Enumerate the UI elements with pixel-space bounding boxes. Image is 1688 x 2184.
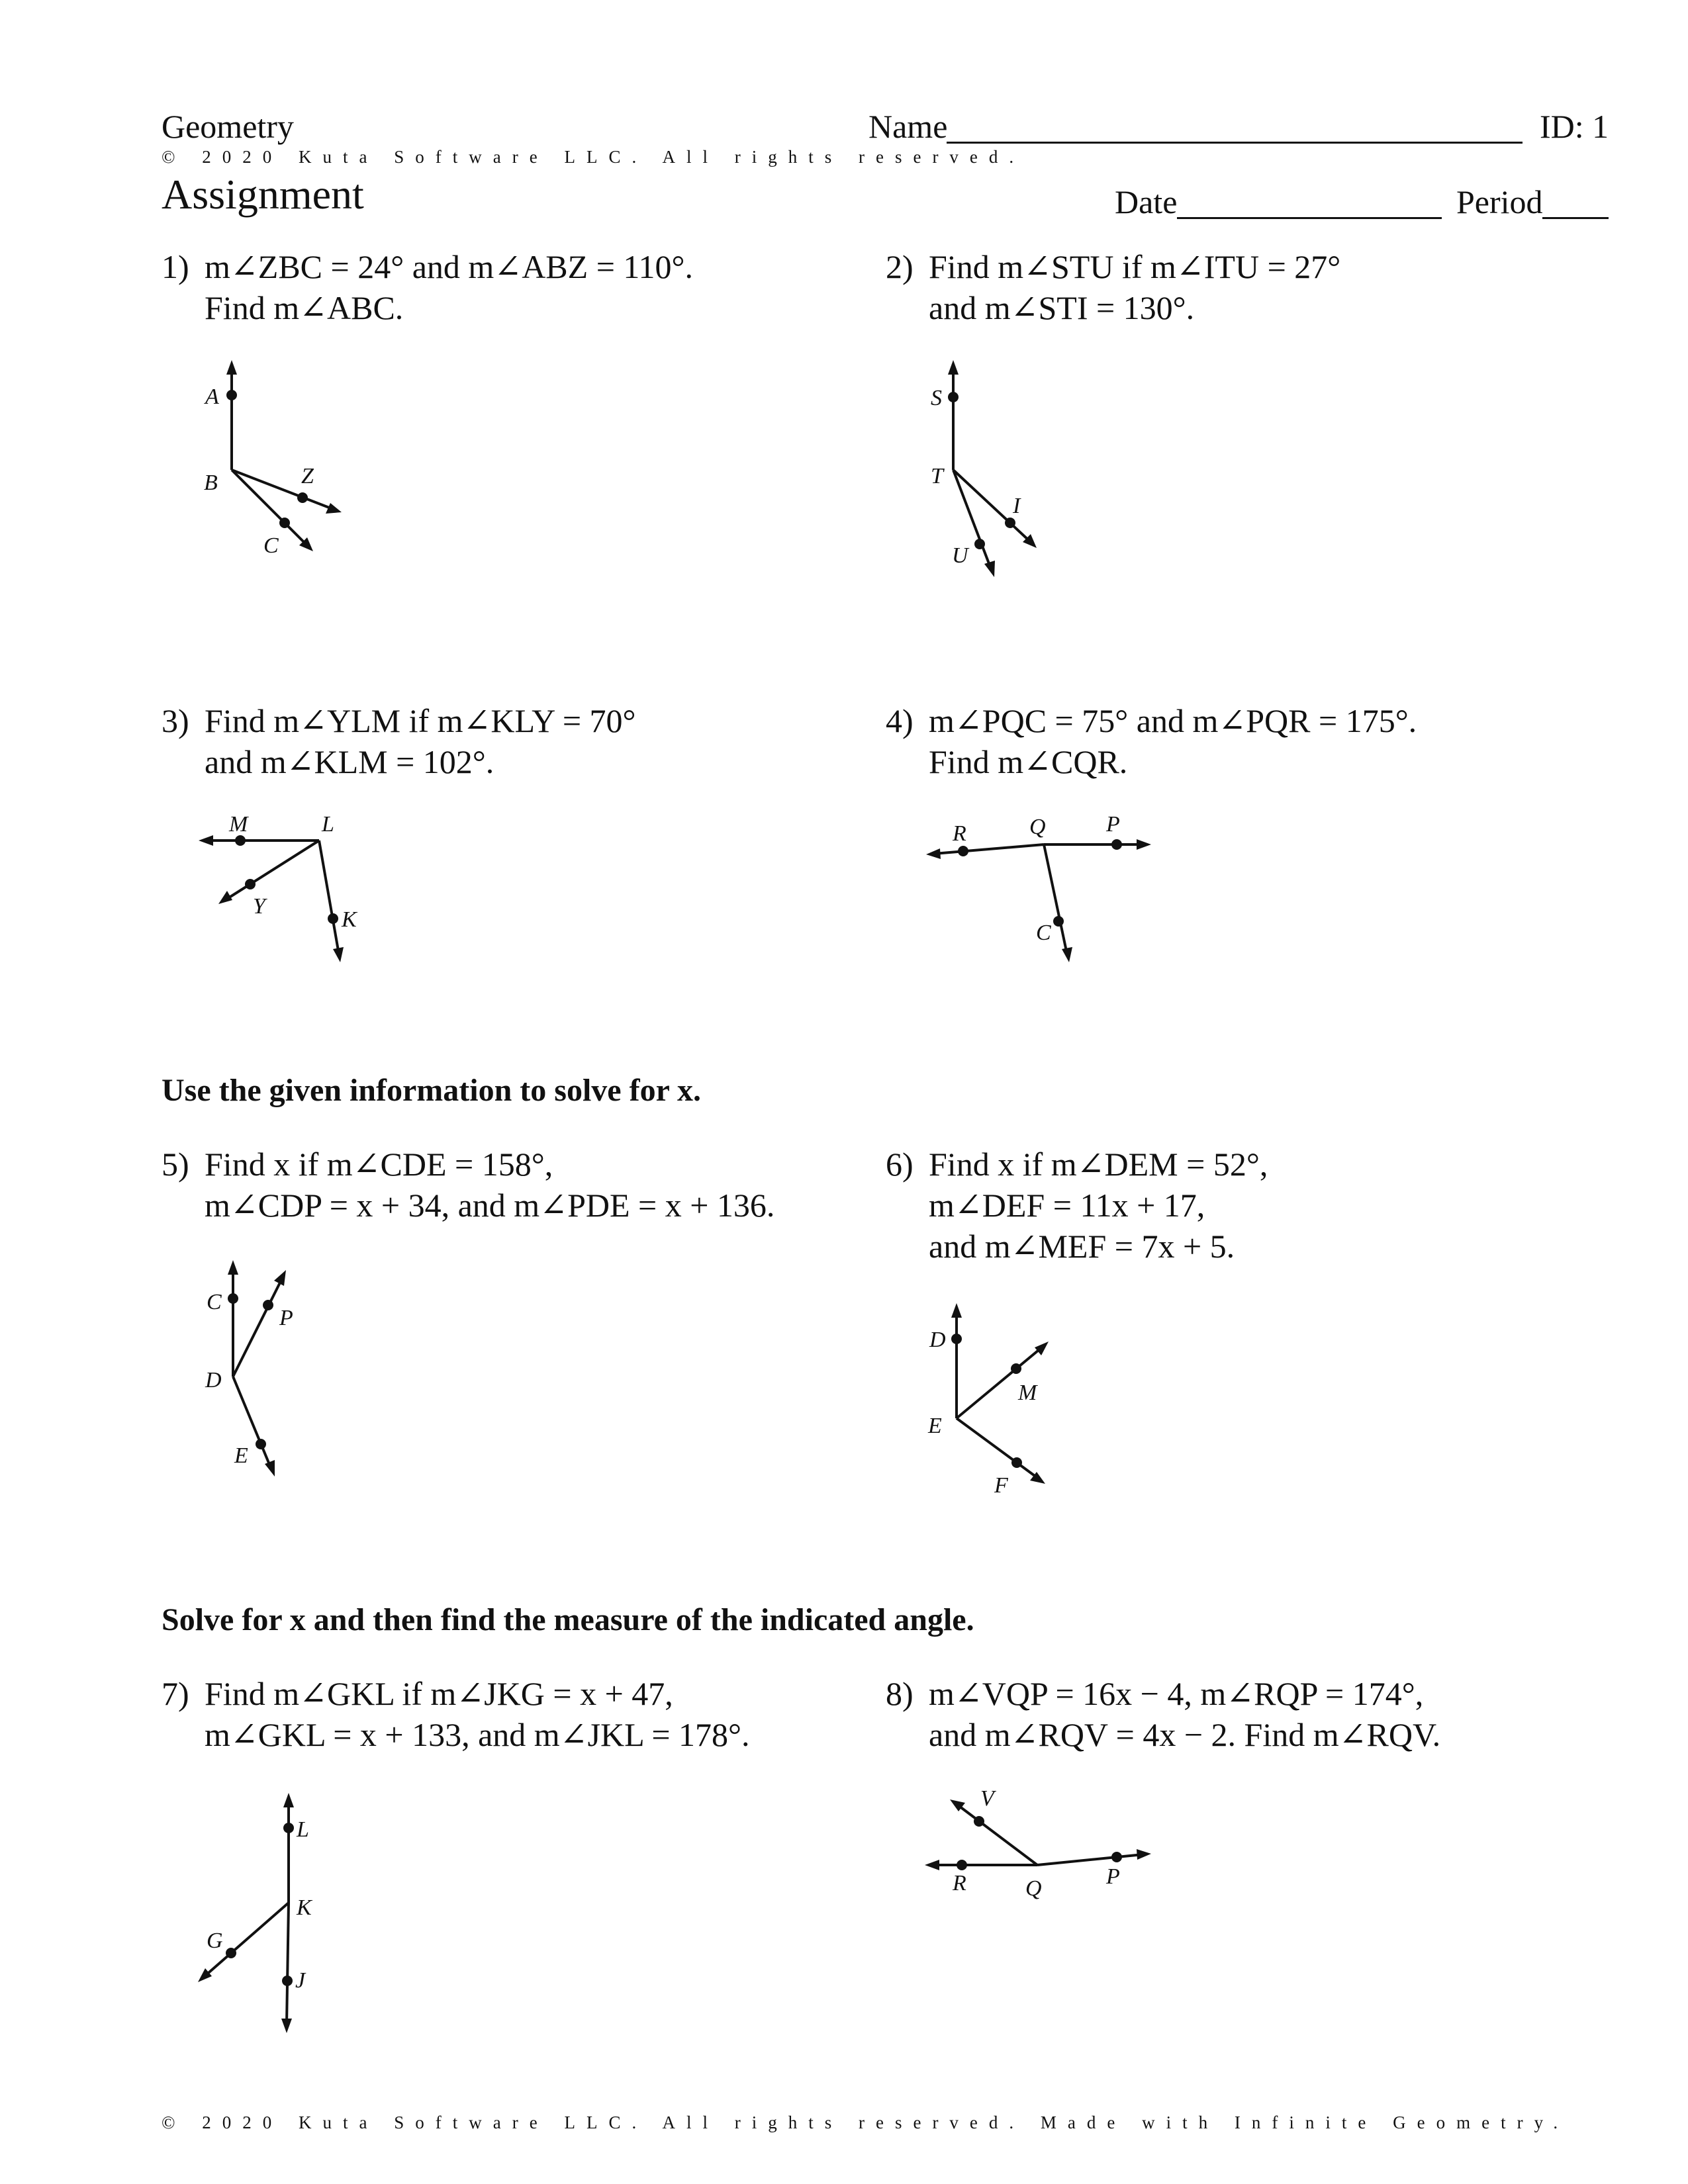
point-label: A	[205, 385, 219, 409]
point-label: L	[297, 1817, 309, 1842]
problem-text-line: m∠DEF = 11x + 17,	[929, 1187, 1205, 1224]
section-heading: Solve for x and then find the measure of the indicated angle.	[162, 1602, 974, 1637]
point-label: S	[931, 386, 942, 410]
angle-diagram-1	[185, 351, 384, 576]
id-label: ID: 1	[1540, 108, 1609, 145]
problem-number: 8)	[886, 1675, 914, 1712]
point-label: D	[205, 1368, 222, 1392]
page-title: Assignment	[162, 171, 364, 218]
problem-number: 2)	[886, 248, 914, 285]
problem-text-line: m∠VQP = 16x − 4, m∠RQP = 174°,	[929, 1675, 1424, 1712]
name-label: Name	[868, 108, 948, 145]
angle-diagram-4	[923, 807, 1162, 979]
problem-number: 7)	[162, 1675, 189, 1712]
point-label: U	[952, 543, 968, 568]
problem-text-line: Find m∠YLM if m∠KLY = 70°	[205, 702, 636, 739]
problem-text-line: m∠PQC = 75° and m∠PQR = 175°.	[929, 702, 1417, 739]
point-label: I	[1013, 494, 1021, 518]
problem-text-line: m∠ZBC = 24° and m∠ABZ = 110°.	[205, 248, 694, 285]
point-label: C	[1036, 921, 1051, 945]
point-label: P	[279, 1306, 293, 1330]
date-label: Date	[1115, 183, 1178, 220]
angle-diagram-5	[192, 1251, 364, 1489]
point-label: K	[342, 907, 357, 932]
section-heading: Use the given information to solve for x.	[162, 1073, 702, 1108]
problem-number: 6)	[886, 1146, 914, 1183]
point-label: D	[929, 1328, 946, 1352]
point-label: C	[207, 1290, 222, 1314]
problem-number: 4)	[886, 702, 914, 739]
angle-diagram-6	[914, 1294, 1112, 1498]
point-label: E	[928, 1414, 942, 1438]
angle-diagram-2	[914, 351, 1112, 589]
course-name: Geometry	[162, 108, 294, 145]
problem-text-line: Find x if m∠CDE = 158°,	[205, 1146, 553, 1183]
problem-text-line: and m∠KLM = 102°.	[205, 743, 494, 780]
point-label: T	[931, 464, 943, 488]
point-label: Q	[1025, 1876, 1042, 1901]
point-label: C	[263, 533, 279, 558]
header-copyright: © 2020 Kuta Software LLC. All rights reserved.	[162, 147, 1025, 167]
point-label: J	[295, 1968, 306, 1993]
point-label: Z	[301, 464, 314, 488]
point-label: K	[297, 1895, 312, 1920]
problem-number: 5)	[162, 1146, 189, 1183]
point-label: F	[994, 1473, 1008, 1498]
problem-text-line: Find m∠CQR.	[929, 743, 1128, 780]
problem-text-line: and m∠RQV = 4x − 2. Find m∠RQV.	[929, 1716, 1441, 1753]
problem-number: 3)	[162, 702, 189, 739]
point-label: M	[229, 812, 248, 837]
point-label: V	[980, 1786, 994, 1811]
problem-number: 1)	[162, 248, 189, 285]
point-label: G	[207, 1929, 223, 1953]
problem-text-line: and m∠MEF = 7x + 5.	[929, 1228, 1235, 1265]
point-label: Q	[1029, 815, 1046, 839]
problem-text-line: m∠CDP = x + 34, and m∠PDE = x + 136.	[205, 1187, 775, 1224]
problem-text-line: m∠GKL = x + 133, and m∠JKL = 178°.	[205, 1716, 750, 1753]
date-field[interactable]	[1177, 191, 1442, 219]
point-label: L	[322, 812, 334, 837]
point-label: P	[1106, 812, 1120, 837]
problem-text-line: Find m∠ABC.	[205, 289, 404, 326]
point-label: R	[953, 1871, 966, 1895]
point-label: P	[1106, 1864, 1120, 1889]
point-label: R	[953, 821, 966, 846]
angle-diagram-3	[192, 801, 404, 973]
problem-text-line: Find m∠STU if m∠ITU = 27°	[929, 248, 1341, 285]
period-field[interactable]	[1542, 191, 1609, 219]
problem-text-line: Find x if m∠DEM = 52°,	[929, 1146, 1268, 1183]
footer-copyright: © 2020 Kuta Software LLC. All rights reserved. Made with Infinite Geometry.	[162, 2113, 1570, 2132]
problem-text-line: Find m∠GKL if m∠JKG = x + 47,	[205, 1675, 673, 1712]
point-label: M	[1018, 1381, 1037, 1405]
point-label: B	[204, 471, 218, 495]
point-label: E	[234, 1443, 248, 1468]
name-field[interactable]	[947, 115, 1523, 144]
point-label: Y	[253, 894, 265, 919]
period-label: Period	[1456, 183, 1543, 220]
problem-text-line: and m∠STI = 130°.	[929, 289, 1195, 326]
angle-diagram-7	[192, 1784, 364, 2048]
angle-diagram-8	[923, 1780, 1162, 1926]
